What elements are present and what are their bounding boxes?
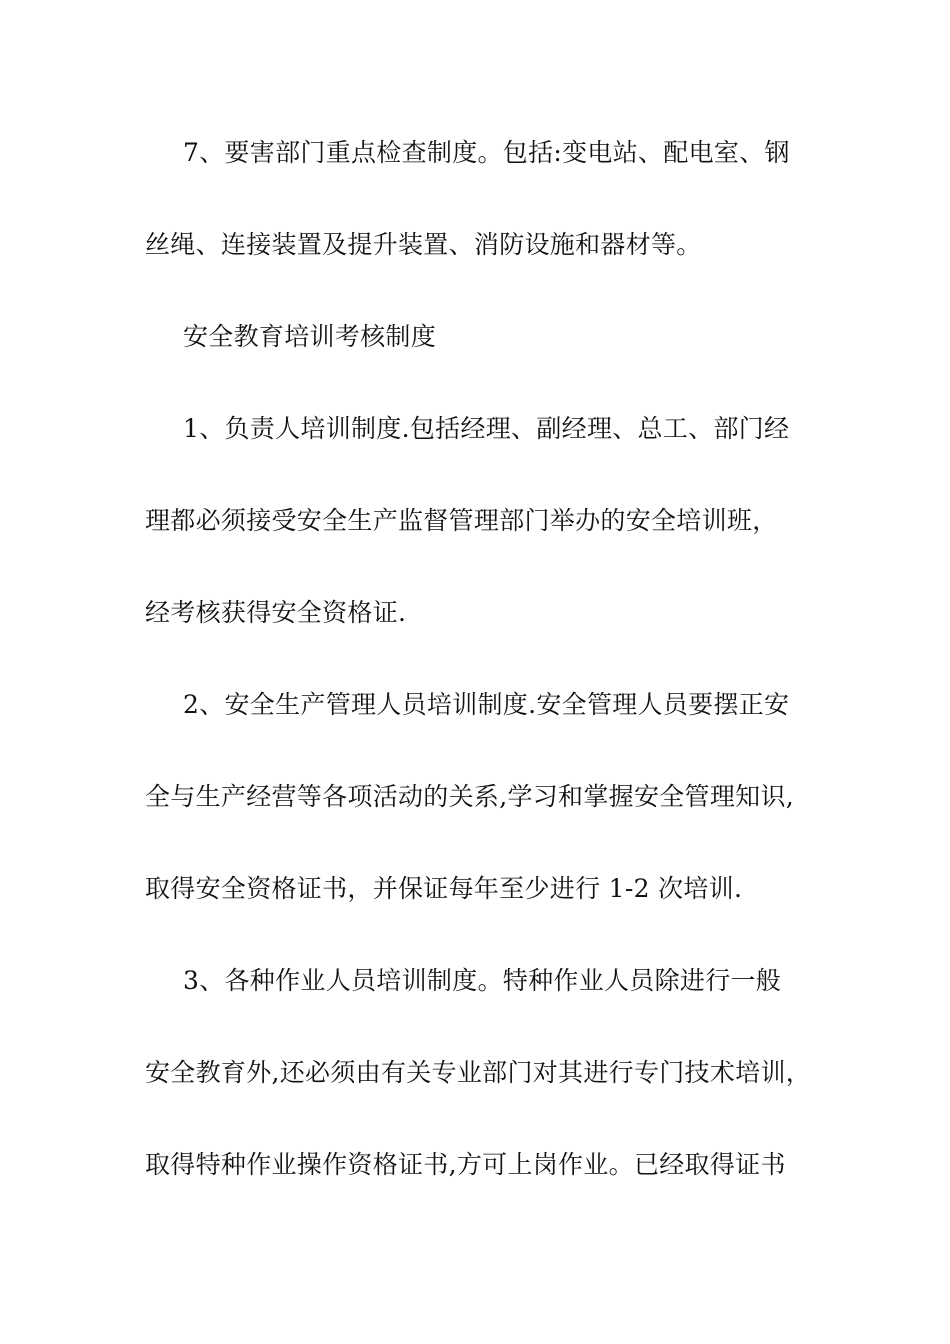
section-heading: 安全教育培训考核制度	[183, 322, 437, 351]
paragraph-line: 取得特种作业操作资格证书,方可上岗作业。已经取得证书	[145, 1150, 786, 1179]
paragraph-line: 全与生产经营等各项活动的关系,学习和掌握安全管理知识,	[145, 782, 794, 811]
paragraph-line: 7、要害部门重点检查制度。包括:变电站、配电室、钢	[183, 138, 790, 167]
paragraph-line: 丝绳、连接装置及提升装置、消防设施和器材等。	[145, 230, 702, 259]
paragraph-line: 3、各种作业人员培训制度。特种作业人员除进行一般	[183, 966, 782, 995]
paragraph-line: 取得安全资格证书，并保证每年至少进行 1-2 次培训.	[145, 874, 743, 903]
paragraph-line: 安全教育外,还必须由有关专业部门对其进行专门技术培训，	[145, 1058, 812, 1087]
paragraph-line: 理都必须接受安全生产监督管理部门举办的安全培训班，	[145, 506, 778, 535]
paragraph-line: 2、安全生产管理人员培训制度.安全管理人员要摆正安	[183, 690, 790, 719]
paragraph-line: 1、负责人培训制度.包括经理、副经理、总工、部门经	[183, 414, 790, 443]
paragraph-line: 经考核获得安全资格证.	[145, 598, 407, 627]
